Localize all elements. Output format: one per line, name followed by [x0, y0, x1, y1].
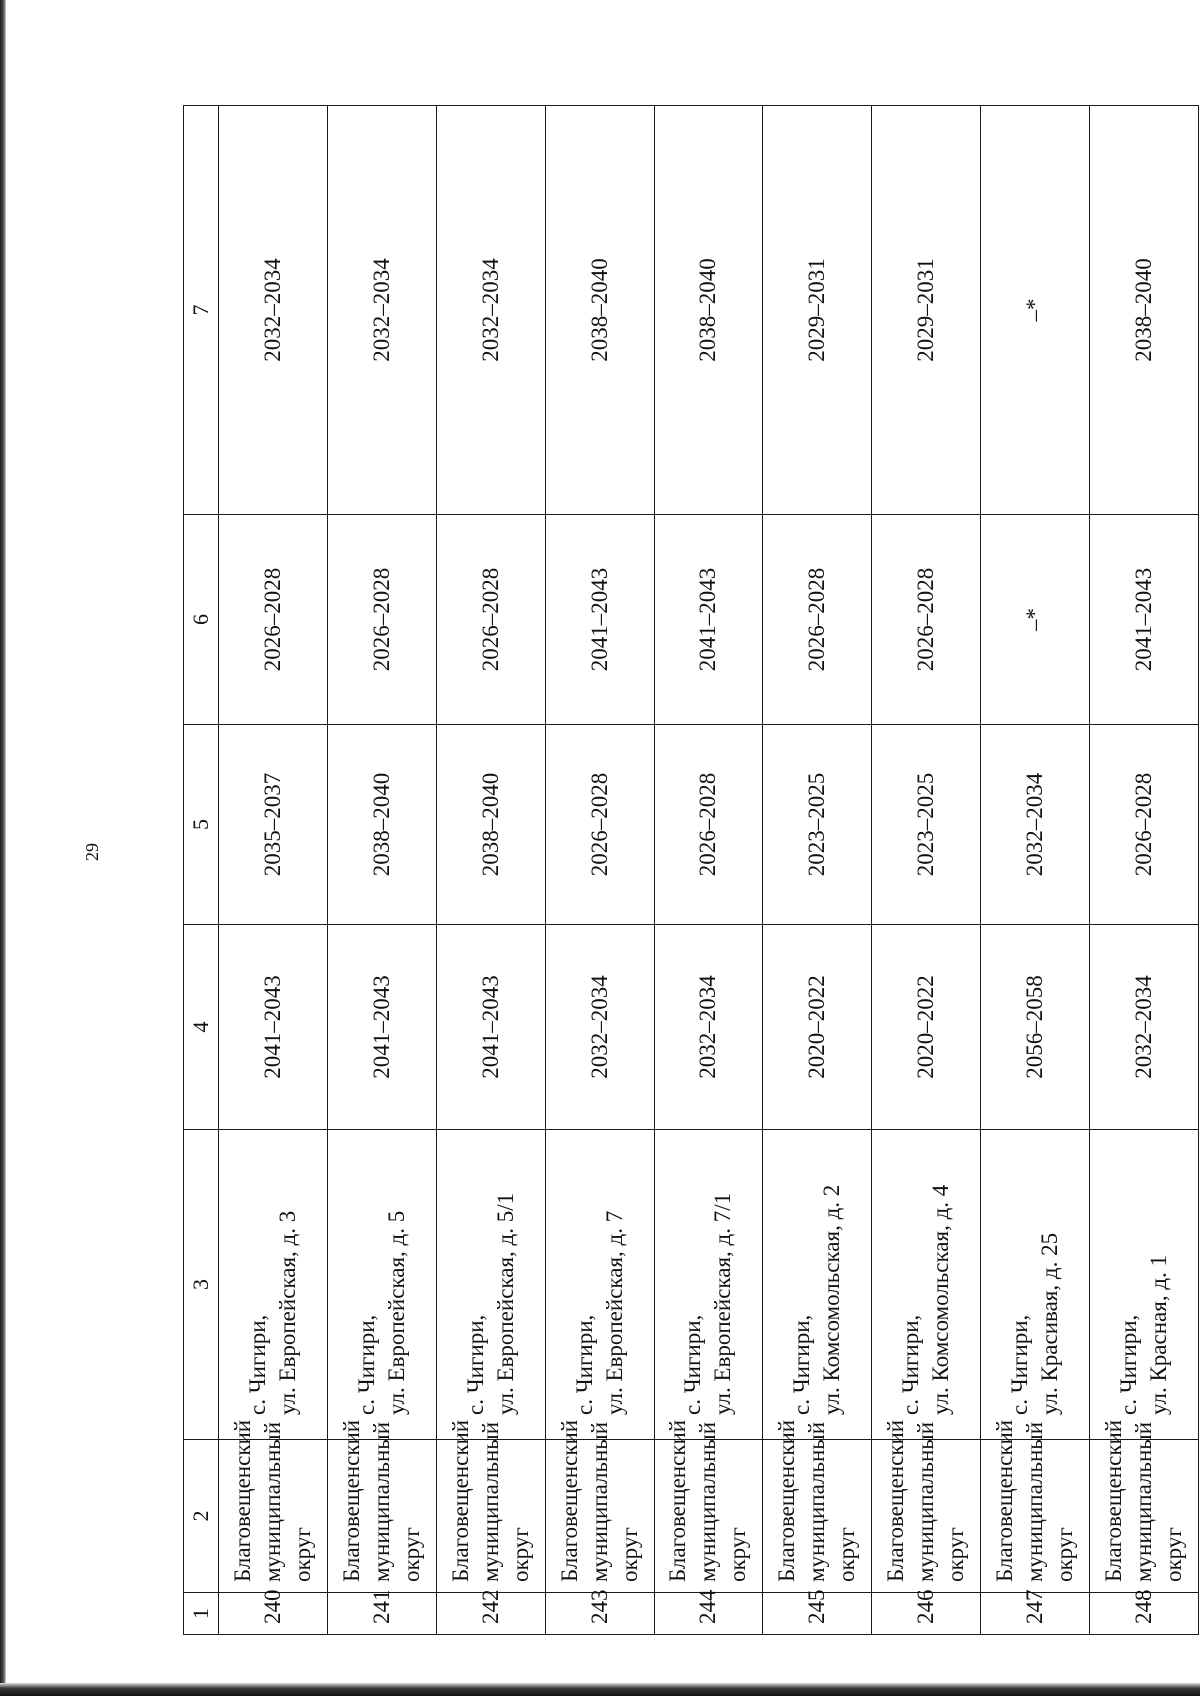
address-cell: [654, 1130, 763, 1440]
scan-bottom-edge: [0, 1683, 1200, 1696]
district-cell: [872, 1419, 981, 1593]
address-line: ул. Европейская, д. 5: [383, 1210, 409, 1415]
address-cell: [436, 1130, 545, 1440]
district-line: муниципальный: [804, 1421, 830, 1582]
period-col-4: 2032–2034: [654, 925, 763, 1130]
district-line: округ: [943, 1527, 969, 1582]
row-number: 248: [1090, 1593, 1199, 1635]
period-col-5: 2038–2040: [436, 725, 545, 925]
district-line: Благовещенский: [338, 1419, 364, 1582]
table-row: [763, 106, 872, 1635]
period-col-4: 2020–2022: [763, 925, 872, 1130]
district-line: муниципальный: [913, 1421, 939, 1582]
period-col-5: 2026–2028: [1090, 725, 1199, 925]
district-cell: [219, 1419, 328, 1593]
column-header-6: 6: [184, 515, 219, 725]
district-line: муниципальный: [477, 1421, 503, 1582]
period-col-5: 2023–2025: [872, 725, 981, 925]
row-number: 245: [763, 1593, 872, 1635]
address-line: с. Чигири,: [353, 1314, 379, 1415]
address-line: с. Чигири,: [1007, 1314, 1033, 1415]
address-cell: [981, 1130, 1090, 1440]
period-col-4: 2041–2043: [219, 925, 328, 1130]
district-cell: [981, 1419, 1090, 1593]
district-cell: [763, 1419, 872, 1593]
period-col-5: 2035–2037: [219, 725, 328, 925]
district-line: округ: [834, 1527, 860, 1582]
district-line: округ: [507, 1527, 533, 1582]
period-col-7: 2029–2031: [763, 106, 872, 515]
address-cell: [1090, 1130, 1199, 1440]
district-line: муниципальный: [695, 1421, 721, 1582]
address-cell: [327, 1130, 436, 1440]
address-line: ул. Комсомольская, д. 4: [928, 1184, 954, 1415]
district-cell: [654, 1419, 763, 1593]
district-line: Благовещенский: [229, 1419, 255, 1582]
period-col-6: 2026–2028: [219, 515, 328, 725]
page-number: 29: [82, 843, 102, 861]
address-cell: [545, 1130, 654, 1440]
period-col-6: 2026–2028: [436, 515, 545, 725]
row-number: 241: [327, 1593, 436, 1635]
address-line: ул. Европейская, д. 7: [601, 1210, 627, 1415]
district-line: Благовещенский: [665, 1419, 691, 1582]
period-col-7: 2032–2034: [436, 106, 545, 515]
period-col-4: 2032–2034: [1090, 925, 1199, 1130]
period-col-7: 2029–2031: [872, 106, 981, 515]
header-row: [184, 106, 219, 1635]
period-col-4: 2041–2043: [436, 925, 545, 1130]
period-col-6: 2041–2043: [1090, 515, 1199, 725]
row-number: 240: [219, 1593, 328, 1635]
address-line: с. Чигири,: [789, 1314, 815, 1415]
row-number: 242: [436, 1593, 545, 1635]
period-col-6: 2026–2028: [763, 515, 872, 725]
period-col-7: 2038–2040: [545, 106, 654, 515]
period-col-5: 2023–2025: [763, 725, 872, 925]
period-col-4: 2041–2043: [327, 925, 436, 1130]
table-row: [872, 106, 981, 1635]
table-row: [1090, 106, 1199, 1635]
district-cell: [436, 1419, 545, 1593]
period-col-5: 2032–2034: [981, 725, 1090, 925]
district-line: Благовещенский: [1101, 1419, 1126, 1582]
address-line: с. Чигири,: [244, 1314, 270, 1415]
address-line: ул. Европейская, д. 3: [274, 1210, 300, 1415]
address-line: с. Чигири,: [680, 1314, 706, 1415]
district-line: округ: [1052, 1527, 1078, 1582]
row-number: 244: [654, 1593, 763, 1635]
district-line: Благовещенский: [447, 1419, 473, 1582]
district-line: округ: [725, 1527, 751, 1582]
row-number: 243: [545, 1593, 654, 1635]
column-header-7: 7: [184, 106, 219, 515]
address-line: с. Чигири,: [898, 1314, 924, 1415]
address-line: с. Чигири,: [1116, 1314, 1141, 1415]
district-line: округ: [398, 1527, 424, 1582]
period-col-4: 2032–2034: [545, 925, 654, 1130]
district-cell: [327, 1419, 436, 1593]
row-number: 246: [872, 1593, 981, 1635]
address-cell: [763, 1130, 872, 1440]
period-col-7: 2032–2034: [327, 106, 436, 515]
schedule-table-wrapper: [183, 106, 1199, 1635]
period-col-6: 2026–2028: [327, 515, 436, 725]
period-col-5: 2026–2028: [654, 725, 763, 925]
district-line: округ: [289, 1527, 315, 1582]
district-line: Благовещенский: [774, 1419, 800, 1582]
address-cell: [872, 1130, 981, 1440]
district-line: Благовещенский: [992, 1419, 1018, 1582]
column-header-3: 3: [184, 1130, 219, 1440]
row-number: 247: [981, 1593, 1090, 1635]
district-line: Благовещенский: [556, 1419, 582, 1582]
district-line: муниципальный: [586, 1421, 612, 1582]
column-header-5: 5: [184, 725, 219, 925]
table-row: [545, 106, 654, 1635]
district-line: округ: [616, 1527, 642, 1582]
address-line: ул. Комсомольская, д. 2: [819, 1184, 845, 1415]
table-body: [219, 106, 1199, 1635]
period-col-5: 2038–2040: [327, 725, 436, 925]
table-row: [219, 106, 328, 1635]
period-col-6: –*: [981, 515, 1090, 725]
period-col-7: 2032–2034: [219, 106, 328, 515]
column-header-2: 2: [184, 1440, 219, 1593]
address-line: с. Чигири,: [462, 1314, 488, 1415]
district-cell: [1090, 1419, 1199, 1593]
period-col-4: 2020–2022: [872, 925, 981, 1130]
period-col-7: 2038–2040: [654, 106, 763, 515]
table-row: [981, 106, 1090, 1635]
district-line: муниципальный: [259, 1421, 285, 1582]
table-row: [654, 106, 763, 1635]
address-line: ул. Красивая, д. 25: [1037, 1232, 1063, 1415]
district-cell: [545, 1419, 654, 1593]
scan-left-edge: [0, 0, 6, 1696]
address-line: с. Чигири,: [571, 1314, 597, 1415]
period-col-7: 2038–2040: [1090, 106, 1199, 515]
district-line: Благовещенский: [883, 1419, 909, 1582]
period-col-7: –*: [981, 106, 1090, 515]
table-row: [327, 106, 436, 1635]
district-line: муниципальный: [368, 1421, 394, 1582]
district-line: округ: [1161, 1527, 1186, 1582]
address-cell: [219, 1130, 328, 1440]
table-row: [436, 106, 545, 1635]
period-col-5: 2026–2028: [545, 725, 654, 925]
district-line: муниципальный: [1131, 1421, 1156, 1582]
period-col-6: 2041–2043: [545, 515, 654, 725]
column-header-4: 4: [184, 925, 219, 1130]
schedule-table: [183, 105, 1199, 1635]
period-col-4: 2056–2058: [981, 925, 1090, 1130]
district-line: муниципальный: [1022, 1421, 1048, 1582]
period-col-6: 2026–2028: [872, 515, 981, 725]
period-col-6: 2041–2043: [654, 515, 763, 725]
column-header-1: 1: [184, 1593, 219, 1635]
address-line: ул. Европейская, д. 7/1: [710, 1192, 736, 1415]
address-line: ул. Красная, д. 1: [1146, 1254, 1171, 1415]
address-line: ул. Европейская, д. 5/1: [492, 1192, 518, 1415]
